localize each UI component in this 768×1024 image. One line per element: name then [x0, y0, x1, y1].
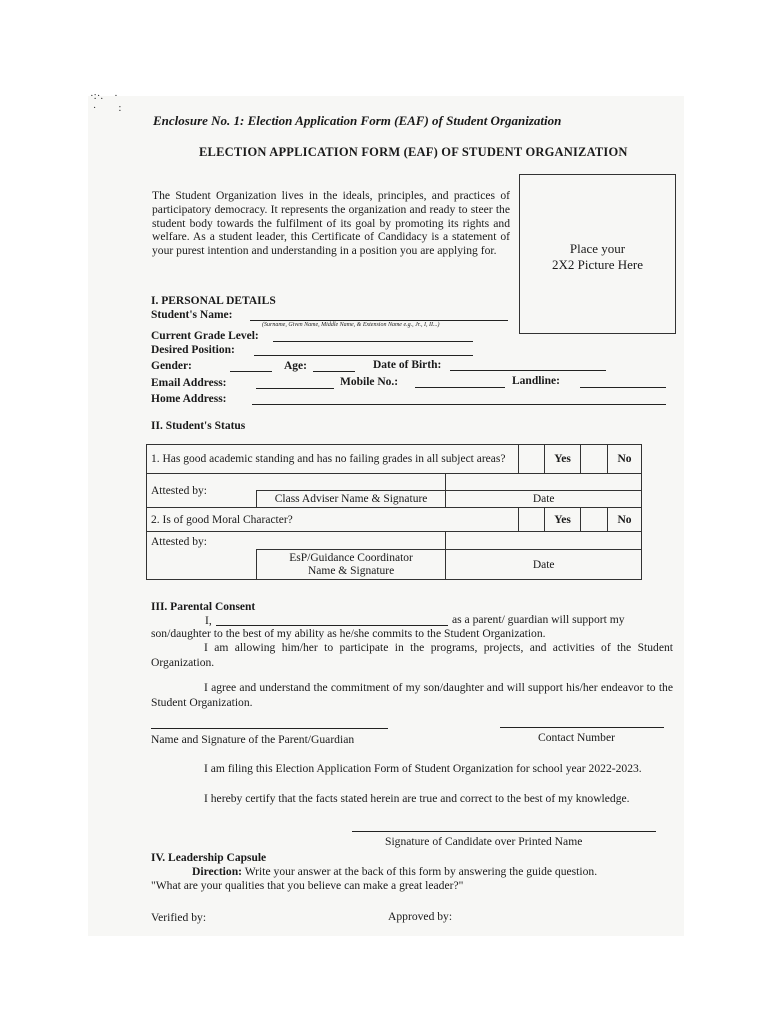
email-label: Email Address:	[151, 377, 227, 389]
yes-label-1: Yes	[545, 445, 581, 474]
parent-signature-field[interactable]	[151, 728, 388, 729]
contact-number-field[interactable]	[500, 727, 664, 728]
verified-by-label: Verified by:	[151, 911, 207, 924]
direction-line	[192, 865, 597, 878]
photo-label-1: Place your	[569, 241, 626, 256]
yes-label-2: Yes	[545, 508, 581, 532]
email-field[interactable]	[256, 388, 334, 389]
mobile-label: Mobile No.:	[340, 376, 399, 388]
no-checkbox-1[interactable]	[581, 445, 608, 474]
age-label: Age:	[284, 360, 307, 372]
student-name-label: Student's Name:	[151, 309, 233, 321]
consent-paragraph-2: I am allowing him/her to participate in the programs, projects, and activities of the Student Organization.	[151, 641, 673, 669]
form-title: ELECTION APPLICATION FORM (EAF) OF STUDENT ORGANIZATION	[199, 145, 628, 159]
photo-label-2: 2X2 Picture Here	[552, 257, 643, 272]
leadership-question: "What are your qualities that you believe can make a great leader?"	[151, 879, 464, 892]
gender-label: Gender:	[151, 360, 192, 372]
grade-level-label: Current Grade Level:	[151, 330, 259, 342]
age-field[interactable]	[313, 371, 355, 372]
student-name-field[interactable]	[250, 320, 508, 321]
mobile-field[interactable]	[415, 387, 505, 388]
attested-label-2: Attested by:	[147, 532, 257, 580]
coordinator-signature-field[interactable]	[256, 532, 446, 550]
desired-position-label: Desired Position:	[151, 344, 235, 356]
candidate-signature-field[interactable]	[352, 831, 656, 832]
consent-line-2: son/daughter to the best of my ability as he/she commits to the Student Organization.	[151, 627, 546, 640]
section-consent-heading: III. Parental Consent	[151, 601, 256, 613]
adviser-date-caption: Date	[446, 491, 642, 508]
section-status-heading: II. Student's Status	[151, 420, 246, 432]
section-personal-heading: I. PERSONAL DETAILS	[151, 295, 276, 307]
consent-paragraph-3: I agree and understand the commitment of my son/daughter and will support his/her endeavor to the Student Organization.	[151, 681, 673, 709]
status-table	[146, 444, 642, 580]
status-question-1: 1. Has good academic standing and has no failing grades in all subject areas?	[147, 445, 519, 474]
candidate-signature-caption: Signature of Candidate over Printed Name	[385, 835, 583, 848]
declaration-paragraph-2: I hereby certify that the facts stated herein are true and correct to the best of my knowledge.	[204, 792, 630, 805]
coordinator-caption-1: EsP/Guidance Coordinator	[289, 551, 413, 564]
photo-placeholder[interactable]	[519, 174, 676, 334]
scan-specks: ·:·. · · :	[90, 90, 122, 114]
parent-name-field[interactable]	[216, 625, 448, 626]
attested-label-1: Attested by:	[147, 474, 257, 508]
dob-field[interactable]	[450, 370, 606, 371]
student-name-hint: (Surname, Given Name, Middle Name, & Extension Name e.g., Jr., I, II...)	[262, 322, 440, 328]
enclosure-title: Enclosure No. 1: Election Application Form (EAF) of Student Organization	[153, 113, 562, 128]
coordinator-caption-2: Name & Signature	[307, 564, 395, 577]
adviser-date-field[interactable]	[446, 474, 642, 491]
consent-i: I,	[205, 614, 212, 627]
landline-label: Landline:	[512, 375, 560, 387]
grade-level-field[interactable]	[273, 341, 473, 342]
adviser-signature-field[interactable]	[256, 474, 446, 491]
adviser-caption: Class Adviser Name & Signature	[256, 491, 446, 508]
desired-position-field[interactable]	[254, 355, 473, 356]
direction-label: Direction:	[192, 865, 243, 878]
coordinator-date-field[interactable]	[446, 532, 642, 550]
yes-checkbox-1[interactable]	[519, 445, 545, 474]
parent-signature-caption: Name and Signature of the Parent/Guardian	[151, 733, 355, 746]
approved-by-label: Approved by:	[388, 910, 453, 923]
no-label-2: No	[607, 508, 641, 532]
no-label-1: No	[607, 445, 641, 474]
contact-number-caption: Contact Number	[538, 731, 615, 744]
direction-text: Write your answer at the back of this form by answering the guide question.	[242, 865, 598, 878]
home-address-field[interactable]	[252, 404, 666, 405]
intro-paragraph: The Student Organization lives in the ideals, principles, and practices of participatory democracy. It represents the organization and ready to steer the student body towards the fulfilment of its goal by promoting its rights and welfare. As a student leader, this Certificate of Candidacy is a statement of your purest intention and understanding in a position you are applying for.	[152, 189, 510, 258]
coordinator-date-caption: Date	[446, 550, 642, 580]
gender-field[interactable]	[230, 371, 272, 372]
home-address-label: Home Address:	[151, 393, 227, 405]
declaration-paragraph-1: I am filing this Election Application Form of Student Organization for school year 2022-2023.	[204, 762, 642, 775]
section-leadership-heading: IV. Leadership Capsule	[151, 852, 267, 864]
no-checkbox-2[interactable]	[581, 508, 608, 532]
status-question-2: 2. Is of good Moral Character?	[147, 508, 519, 532]
consent-line-1: as a parent/ guardian will support my	[452, 613, 625, 626]
yes-checkbox-2[interactable]	[519, 508, 545, 532]
landline-field[interactable]	[580, 387, 666, 388]
coordinator-caption	[256, 550, 446, 580]
dob-label: Date of Birth:	[373, 359, 442, 371]
